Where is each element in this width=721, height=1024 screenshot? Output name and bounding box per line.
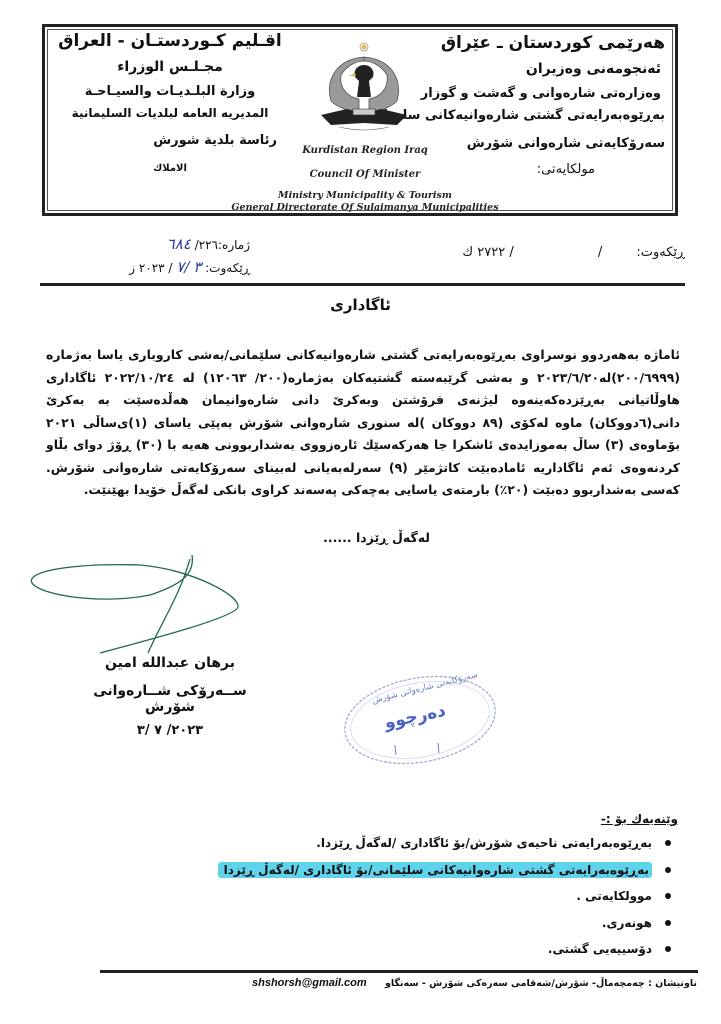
kurdish-presidency: سەرۆکایەتی شارەوانی شۆرش [466,136,665,152]
copies-title: وێنەیەك بۆ :- [600,812,678,826]
signatory-date: ٢٠٢٣/ ٧ /٣ [136,723,204,738]
kurdish-council: ئەنجومەنی وەزیران [525,61,661,78]
document-date-year: / ٢٠٢٣ ز [129,261,173,276]
english-region: Kurdistan Region Iraq [302,145,428,156]
bullet-icon [665,946,671,952]
reference-date-slash: / [597,245,603,260]
kurdish-department: مولکایەتی: [536,161,595,177]
stamp-arc-text: سەرۆکایەتی شارەوانی شۆرش [371,670,479,706]
bullet-icon [665,867,671,873]
arabic-council: مجـلـس الوزراء [117,59,223,76]
arabic-ministry: وزارة البلـديـات والسيـاحـة [84,84,256,100]
footer-email[interactable]: shshorsh@gmail.com [252,977,367,989]
arabic-department: الاملاك [153,162,187,174]
copies-item [158,912,678,939]
document-number-handwritten: ٦٨٤ [166,235,191,253]
kurdistan-emblem-icon [317,39,411,139]
copies-item-text: موولکایەتی . [576,889,652,903]
closing-regards: لەگەڵ ڕێزدا ...... [323,530,430,545]
letterhead [42,24,678,216]
bullet-icon [665,893,671,899]
stamp-center-text: دەرچوو [382,700,448,734]
signatory-name: برهان عبدالله امین [104,655,236,671]
document-date-day: ٣ [193,258,202,277]
signature-icon [20,555,260,655]
document-number-block [40,233,250,280]
copies-item-text: بەڕێوەبەرایەتی گشتی شارەوانیەکانی سلێمانی/بۆ ئاگاداری /لەگەڵ ڕێزدا [218,862,652,878]
arabic-presidency: رئاسة بلدية شورش [153,133,277,149]
bullet-icon [665,920,671,926]
english-ministry: Ministry Municipality & Tourism [278,190,452,201]
notice-paragraph: ئاماژە بەهەردوو نوسراوی بەڕێوەبەرایەتی گشتی شارەوانیەکانی سلێمانی/بەشی کاروباری یاسا بەژمارە (٢٠٠/٦٩٩٩)لە٢٠٢٣/٦/٢٠ و بەشی گرێبەستە گشتیەکان بەژمارە(٢٠٠/ ١٢٠٦٣) لە ٢٠٢٢/١٠/٢٤ ئاگاداری هاوڵاتیانی بەڕێزدەکەینەوە لیژنەی فرۆشتن وبەکرێ دانی شارەوانیمان هەڵدەسێت بە بەکرێ دانی(٦دووکان) ماوە لەکۆی (٨٩ دووکان )لە سنوری شارەوانی شۆرش بەپێی یاسای (١)ی‌ساڵی ٢٠٢١ بۆماوەی (٣) ساڵ بەموزایدەی ئاشکرا جا هەرکەسێك ئارەزووی بەشداربوونی هەیە با (٣٠) ڕۆژ دوای بڵاو کردنەوەی ئەم ئاگاداریە ئامادەبێت کاتژمێر (٩) سەرلەبەیانی لەبینای سەرۆکایەتی شارەوانی شۆرش. کەسی بەشداربوو دەبێت (٢٠٪) بارمتەی یاسایی بەچەکی پەسەند کراوی بانکی لەگەڵ خۆیدا بهێنێت. [46,347,681,497]
kurdish-region: هەرێمی کوردستان ـ عێراق [440,33,665,53]
copies-item-highlighted [158,859,678,886]
letterhead-arabic [55,31,285,175]
english-directorate: General Directorate Of Sulaimanya Municipalities [231,201,499,213]
document-number [40,233,250,256]
document-date-month: /٧ [176,258,190,277]
copies-item [158,885,678,912]
notice-body [46,344,680,502]
signatory-title: ســەرۆکی شــارەوانی شۆرش [93,683,247,715]
reference-divider [40,283,685,286]
copies-item-text: دۆسییەیی گشتی. [547,942,652,956]
notice-title: ئاگاداری [330,296,391,314]
reference-number: / ٢٧٢٢ ك [462,245,514,260]
document-date [40,256,250,279]
signatory-block [70,655,270,738]
copies-item-text: بەڕێوەبەرایەتی ناحیەی شۆرش/بۆ ئاگاداری /لەگەڵ ڕێزدا. [316,836,652,850]
copies-item [158,832,678,859]
footer-address: ناونیشان : چەمچەماڵ- شۆرش/شەقامی سەرەکی شۆرش - سەنگاو [384,978,697,989]
kurdish-directorate: بەڕێوەبەرایەتی گشتی شارەوانیەکانی سلیمانی [365,107,665,123]
english-ministry-block [205,190,525,214]
reference-row [40,233,685,283]
document-number-label: ژمارە:٢٢٦/ [194,238,250,252]
kurdish-ministry: وەزارەتی شارەوانی و گەشت و گوزار [420,86,661,102]
document-date-label: ڕێکەوت: [205,261,250,276]
footer-divider [100,970,698,973]
copies-list [158,832,678,965]
reference-date-blank [462,245,685,260]
arabic-region: اقـليم كـوردستـان - العراق [58,31,282,51]
copies-item-text: هونەری. [601,915,652,930]
bullet-icon [665,840,671,846]
english-council: Council Of Minister [309,169,421,180]
reference-date-label: ڕێکەوت: [636,245,685,260]
arabic-directorate: المديريه العامه لبلديات السليمانية [71,105,269,120]
copies-item [158,938,678,965]
